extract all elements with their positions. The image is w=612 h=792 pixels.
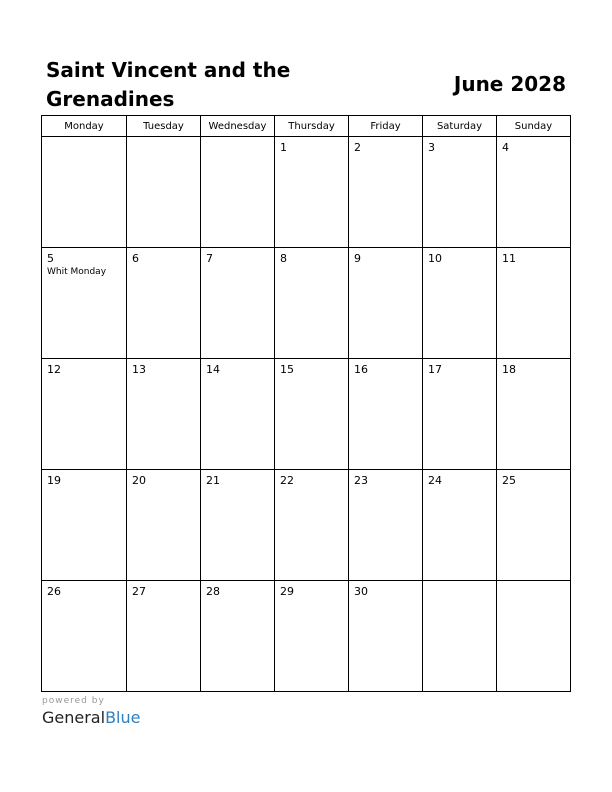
day-cell [497,359,571,470]
day-number: 24 [428,474,442,487]
day-number: 11 [502,252,516,265]
weekday-header-row [42,116,571,137]
weekday-header: Thursday [275,116,349,137]
day-cell [497,137,571,248]
weekday-header: Monday [42,116,127,137]
day-cell [275,359,349,470]
day-number: 30 [354,585,368,598]
day-cell [423,470,497,581]
day-cell [201,248,275,359]
day-number: 17 [428,363,442,376]
weekday-header: Friday [349,116,423,137]
day-cell [275,470,349,581]
day-number: 2 [354,141,361,154]
day-number: 26 [47,585,61,598]
day-cell [201,470,275,581]
day-cell [127,248,201,359]
day-cell [423,359,497,470]
day-cell [423,248,497,359]
day-cell [423,137,497,248]
day-cell [42,581,127,692]
weekday-header: Saturday [423,116,497,137]
day-cell-empty [127,137,201,248]
day-cell [42,470,127,581]
day-number: 29 [280,585,294,598]
day-number: 12 [47,363,61,376]
page-title: Saint Vincent and the Grenadines [46,58,291,111]
day-number: 28 [206,585,220,598]
day-cell-empty [423,581,497,692]
holiday-label: Whit Monday [47,267,107,277]
day-cell [42,359,127,470]
day-number: 3 [428,141,435,154]
week-row [42,248,571,359]
day-cell [497,470,571,581]
day-cell [127,470,201,581]
day-number: 23 [354,474,368,487]
day-cell [497,248,571,359]
day-number: 25 [502,474,516,487]
day-cell [275,581,349,692]
week-row [42,359,571,470]
day-cell-empty [42,137,127,248]
day-number: 15 [280,363,294,376]
day-cell [349,248,423,359]
day-number: 27 [132,585,146,598]
day-cell [349,137,423,248]
brand-blue: Blue [105,708,141,727]
week-row [42,137,571,248]
day-number: 1 [280,141,287,154]
day-cell-empty [201,137,275,248]
day-number: 8 [280,252,287,265]
week-row [42,581,571,692]
day-cell [127,581,201,692]
day-number: 5 [47,252,54,265]
day-number: 20 [132,474,146,487]
day-cell [201,359,275,470]
day-number: 13 [132,363,146,376]
weekday-header: Wednesday [201,116,275,137]
day-cell [127,359,201,470]
day-cell-empty [497,581,571,692]
day-number: 10 [428,252,442,265]
day-number: 7 [206,252,213,265]
day-number: 21 [206,474,220,487]
day-number: 9 [354,252,361,265]
day-cell [42,248,127,359]
day-number: 16 [354,363,368,376]
calendar-grid [41,115,571,692]
powered-by-label: powered by [42,696,105,706]
weekday-header: Tuesday [127,116,201,137]
month-title: June 2028 [453,72,566,96]
day-number: 4 [502,141,509,154]
day-cell [349,470,423,581]
day-cell [201,581,275,692]
day-number: 18 [502,363,516,376]
day-cell [349,359,423,470]
day-number: 19 [47,474,61,487]
weekday-header: Sunday [497,116,571,137]
day-cell [275,248,349,359]
generalblue-logo[interactable] [42,708,140,728]
day-number: 6 [132,252,139,265]
brand-general: General [42,708,106,727]
day-number: 14 [206,363,220,376]
day-cell [275,137,349,248]
day-cell [349,581,423,692]
footer [42,696,140,728]
week-row [42,470,571,581]
day-number: 22 [280,474,294,487]
